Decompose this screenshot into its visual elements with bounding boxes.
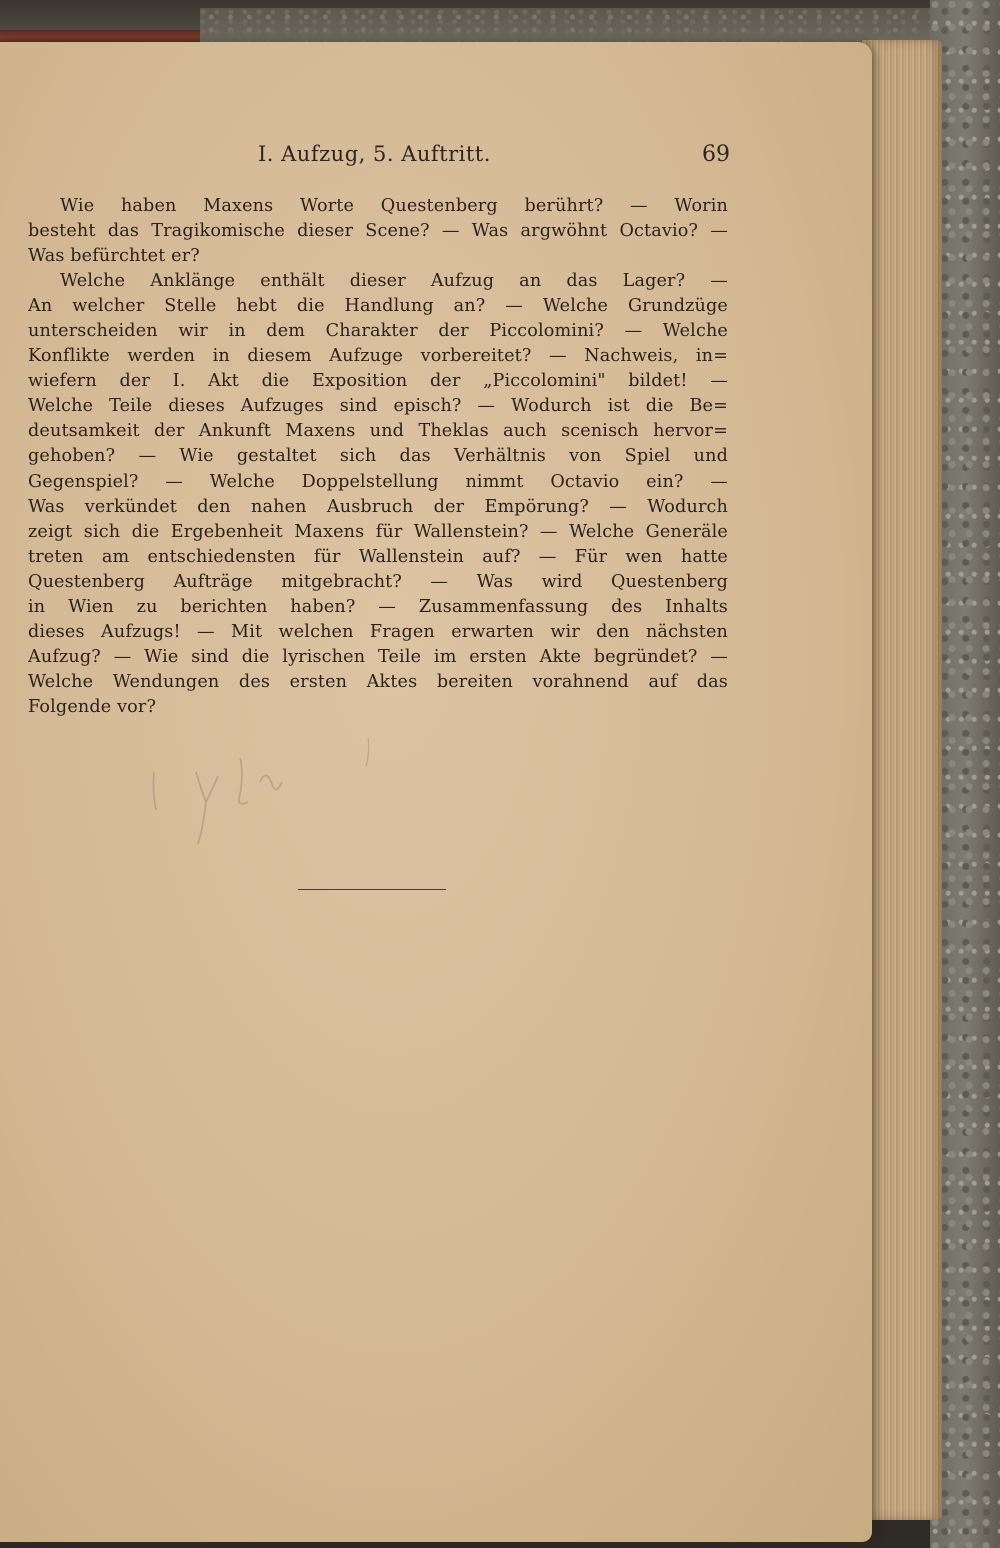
text-line: Folgende vor?: [28, 696, 157, 717]
text-line: Was verkündet den nahen Ausbruch der Empörung? — Wodurch: [28, 496, 728, 517]
text-line: deutsamkeit der Ankunft Maxens und Theklas auch scenisch hervor=: [28, 421, 728, 442]
running-head-title: I. Aufzug, 5. Auftritt.: [258, 142, 491, 166]
text-line: treten am entschiedensten für Wallenstein auf? — Für wen hatte: [28, 546, 728, 567]
page-edges-stack: [862, 40, 942, 1520]
text-line: Was befürchtet er?: [28, 246, 200, 267]
text-line: An welcher Stelle hebt die Handlung an? — Welche Grundzüge: [28, 296, 728, 317]
text-line: wiefern der I. Akt die Exposition der „Piccolomini" bildet! —: [28, 371, 728, 392]
running-head: [0, 142, 730, 170]
text-line: Questenberg Aufträge mitgebracht? — Was wird Questenberg: [28, 571, 728, 592]
page-number: 69: [702, 142, 730, 167]
book-page: [0, 42, 872, 1542]
text-line: gehoben? — Wie gestaltet sich das Verhältnis von Spiel und: [28, 446, 728, 467]
end-rule-divider: [298, 889, 446, 890]
text-line: zeigt sich die Ergebenheit Maxens für Wallenstein? — Welche Generäle: [28, 521, 728, 542]
text-line: besteht das Tragikomische dieser Scene? — Was argwöhnt Octavio? —: [28, 221, 728, 242]
text-line: Wie haben Maxens Worte Questenberg berührt? — Worin: [60, 196, 728, 216]
text-line: in Wien zu berichten haben? — Zusammenfassung des Inhalts: [28, 596, 728, 617]
text-line: Aufzug? — Wie sind die lyrischen Teile im ersten Akte begründet? —: [28, 646, 728, 667]
pencil-scribble-icon: [140, 732, 400, 862]
text-line: Gegenspiel? — Welche Doppelstellung nimmt Octavio ein? —: [28, 471, 728, 492]
text-line: dieses Aufzugs! — Mit welchen Fragen erwarten wir den nächsten: [28, 621, 728, 642]
text-line: Welche Anklänge enthält dieser Aufzug an das Lager? —: [60, 271, 728, 292]
text-line: Welche Teile dieses Aufzuges sind episch? — Wodurch ist die Be=: [28, 396, 728, 417]
text-line: Welche Wendungen des ersten Aktes bereiten vorahnend auf das: [28, 671, 728, 692]
text-line: unterscheiden wir in dem Charakter der Piccolomini? — Welche: [28, 321, 728, 342]
questions-paragraph-block: [28, 194, 728, 720]
text-line: Konflikte werden in diesem Aufzuge vorbereitet? — Nachweis, in=: [28, 346, 728, 367]
